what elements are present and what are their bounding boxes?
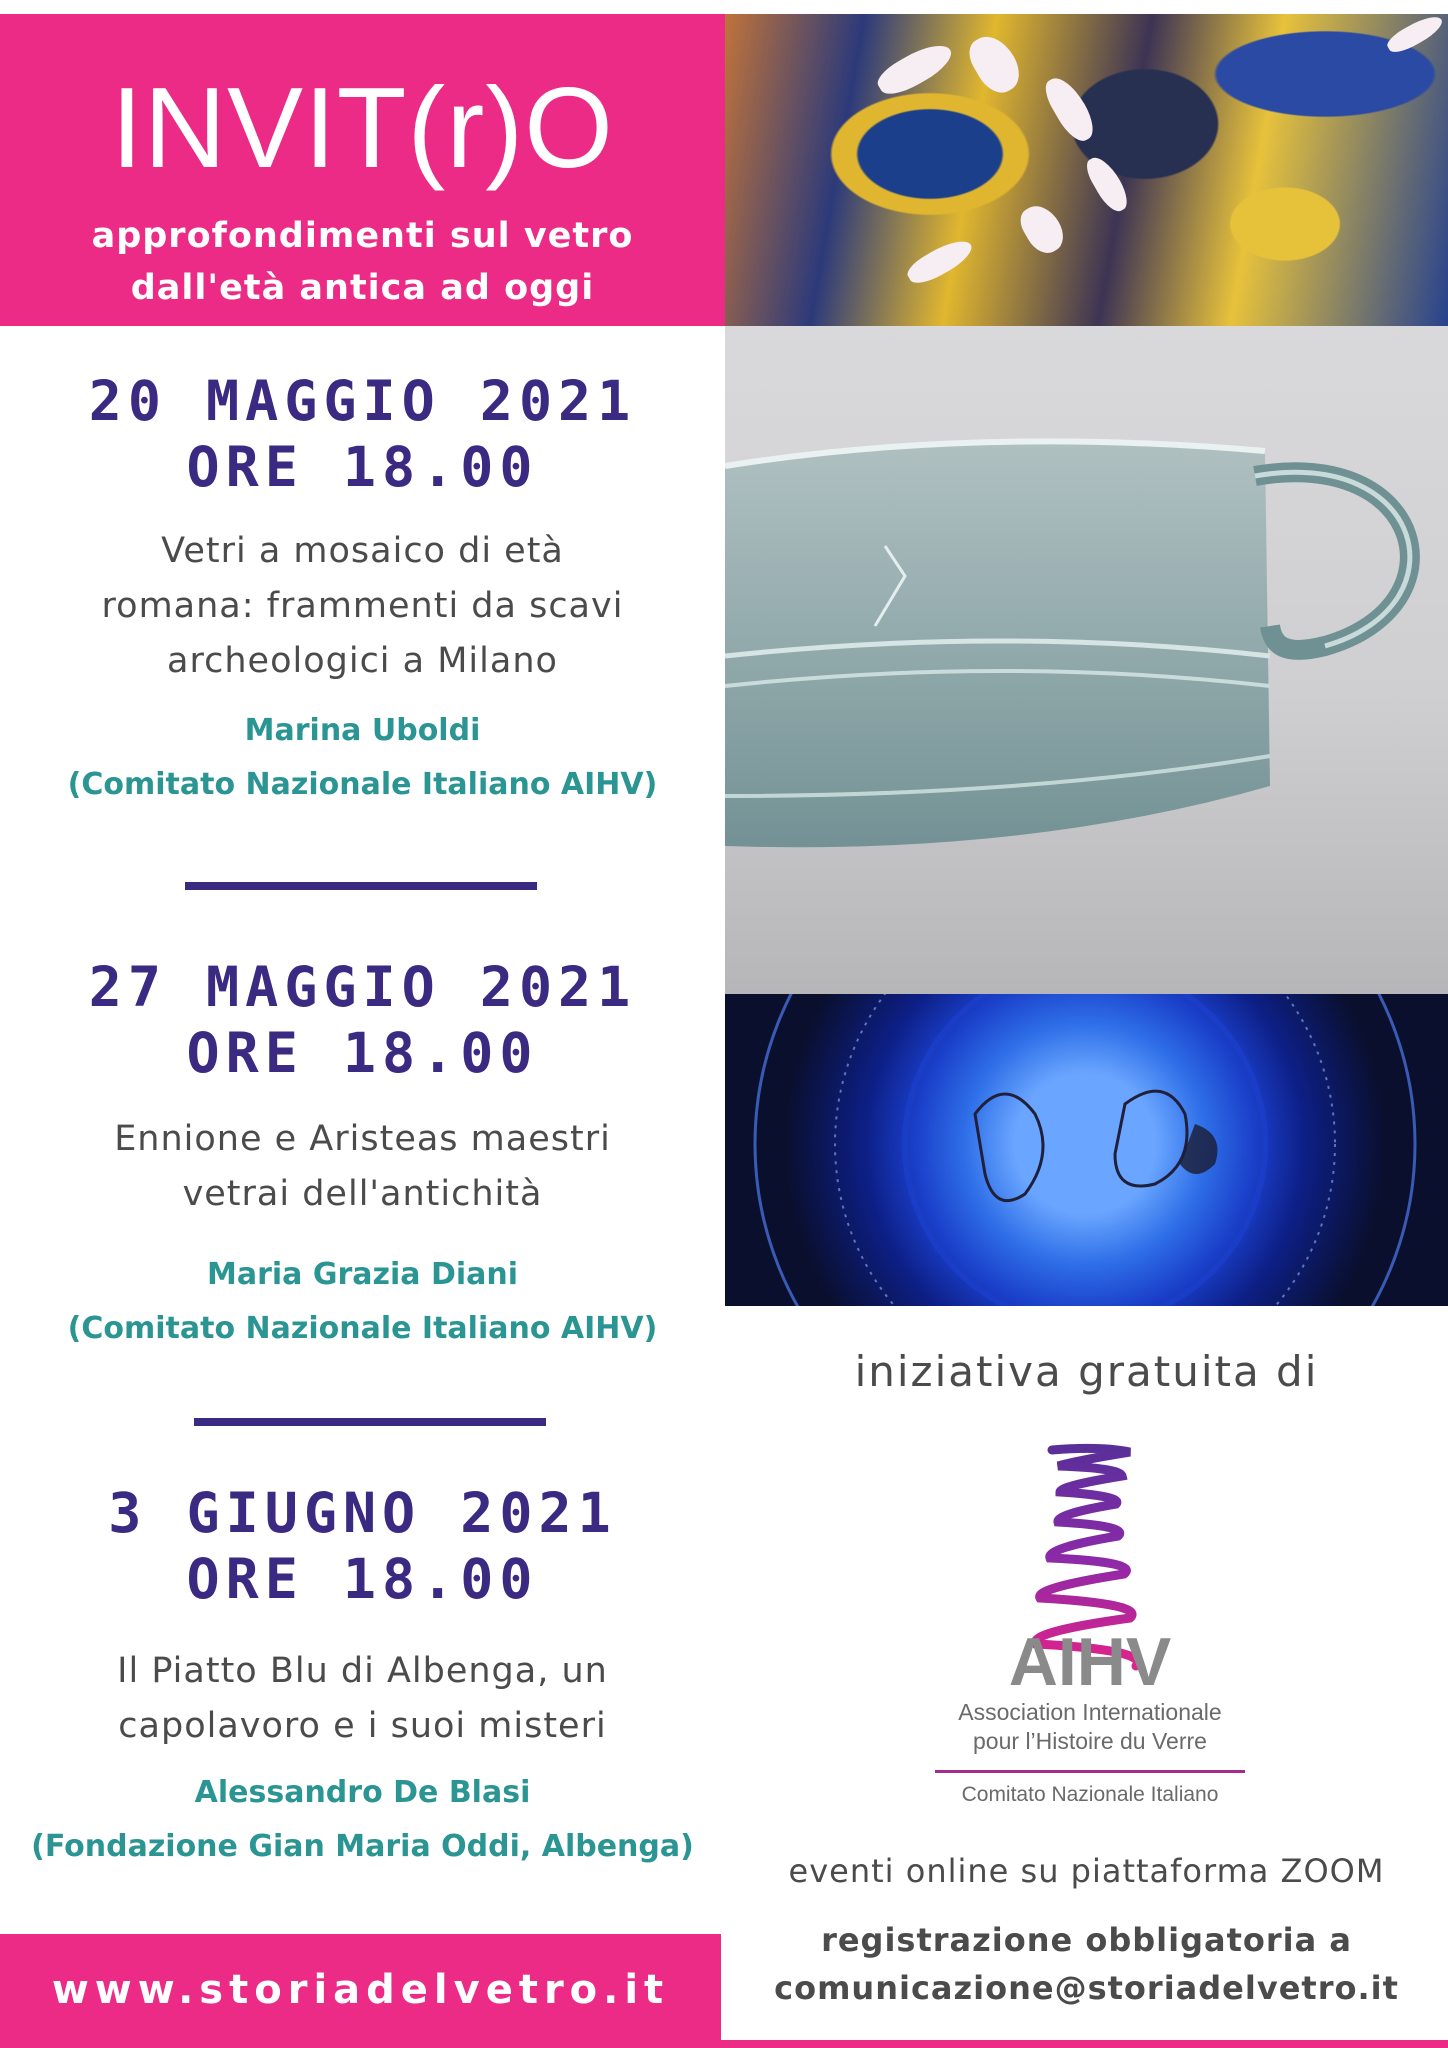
event-divider [194,1418,546,1426]
logo-name [920,1698,1260,1756]
subtitle-line-2: dall'età antica ad oggi [130,268,595,308]
event-2-affiliation: (Comitato Nazionale Italiano AIHV) [67,1311,658,1346]
event-1-title-line: archeologici a Milano [167,641,558,681]
event-1-affiliation: (Comitato Nazionale Italiano AIHV) [67,767,658,802]
event-3-title-line: capolavoro e i suoi misteri [118,1706,607,1746]
logo-committee: Comitato Nazionale Italiano [961,1783,1219,1806]
subtitle-line-1: approfondimenti sul vetro [91,216,634,256]
event-1-title [60,524,665,689]
logo-rule [935,1770,1245,1773]
event-1-date: 20 MAGGIO 2021 [88,369,637,433]
glass-cup-photo [725,326,1448,994]
event-3-speaker: Alessandro De Blasi [194,1775,531,1810]
glass-cup-illustration [725,326,1448,994]
logo-name-line: pour l’Histoire du Verre [973,1728,1207,1754]
online-note: eventi online su piattaforma ZOOM [788,1852,1385,1890]
event-2-title-line: vetrai dell'antichità [182,1174,543,1214]
event-3-date: 3 GIUGNO 2021 [108,1481,617,1545]
event-2-title-line: Ennione e Aristeas maestri [114,1119,611,1159]
event-divider [185,882,537,890]
event-3-affiliation: (Fondazione Gian Maria Oddi, Albenga) [31,1829,694,1864]
event-2-title [60,1112,665,1222]
logo-acronym: AIHV [1008,1624,1172,1700]
page-title: INVIT(r)O [111,65,614,192]
aihv-logo [940,1440,1240,1820]
event-3-time: ORE 18.00 [186,1547,539,1611]
page-subtitle [0,210,725,314]
event-3-title-line: Il Piatto Blu di Albenga, un [117,1651,608,1691]
blue-plate-photo [725,994,1448,1306]
event-2-speaker: Maria Grazia Diani [206,1257,519,1292]
bottom-border [721,2040,1448,2048]
event-3-title [60,1644,665,1754]
promoter-label: iniziativa gratuita di [854,1347,1319,1396]
event-1-time: ORE 18.00 [186,435,539,499]
event-2-date: 27 MAGGIO 2021 [88,955,637,1019]
event-1-title-line: romana: frammenti da scavi [101,586,624,626]
event-1-title-line: Vetri a mosaico di età [161,531,564,571]
logo-name-line: Association Internationale [958,1699,1222,1725]
registration-info [725,1916,1448,2012]
event-2-time: ORE 18.00 [186,1021,539,1085]
blue-plate-illustration [725,994,1448,1306]
registration-email[interactable]: comunicazione@storiadelvetro.it [774,1969,1399,2007]
mosaic-glass-photo [725,14,1448,326]
event-1-speaker: Marina Uboldi [244,713,481,748]
website-link[interactable]: www.storiadelvetro.it [51,1967,670,2013]
registration-line: registrazione obbligatoria a [821,1921,1352,1959]
